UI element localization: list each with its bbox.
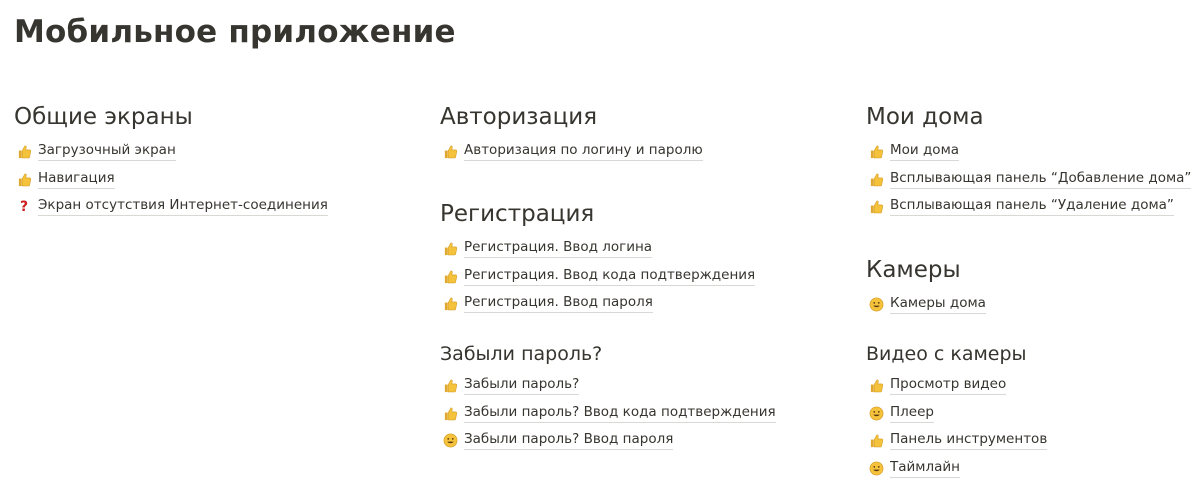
thumbs-up-icon: [868, 378, 884, 394]
page-link-label: Авторизация по логину и паролю: [464, 142, 703, 161]
thumbs-up-icon: [868, 199, 884, 215]
page-link-home-cameras[interactable]: [866, 291, 1200, 319]
smiley-icon: [868, 297, 884, 313]
page-link-forgot-password-new[interactable]: [440, 427, 840, 455]
section-heading: Видео с камеры: [866, 343, 1027, 365]
page-link-video-view[interactable]: [866, 372, 1200, 400]
section-heading: Авторизация: [440, 104, 598, 130]
page-link-delete-home-panel[interactable]: [866, 193, 1200, 221]
page-link-label: Регистрация. Ввод логина: [464, 239, 652, 258]
link-list: [440, 235, 840, 318]
thumbs-up-icon: [442, 268, 458, 284]
thumbs-up-icon: [868, 171, 884, 187]
smiley-icon: [442, 433, 458, 449]
question-mark-icon: ?: [19, 198, 29, 215]
section-heading: Регистрация: [440, 201, 595, 227]
page-link-label: Регистрация. Ввод кода подтверждения: [464, 267, 755, 286]
page-link-registration-login[interactable]: [440, 235, 840, 263]
page-link-registration-password[interactable]: [440, 290, 840, 318]
page-link-label: Таймлайн: [890, 459, 960, 478]
page-link-loading-screen[interactable]: [14, 138, 414, 166]
page-link-label: Регистрация. Ввод пароля: [464, 294, 653, 313]
link-list: [866, 291, 1200, 319]
page-link-label: Забыли пароль? Ввод пароля: [464, 431, 673, 450]
page-link-label: Плеер: [890, 404, 934, 423]
page-link-label: Забыли пароль?: [464, 376, 579, 395]
page-link-forgot-password[interactable]: [440, 372, 840, 400]
thumbs-up-icon: [868, 144, 884, 160]
page-link-login-password-auth[interactable]: [440, 138, 840, 166]
page-link-label: Камеры дома: [890, 295, 986, 314]
page-link-registration-code[interactable]: [440, 263, 840, 291]
section-my-homes: [866, 102, 1200, 221]
link-list: [440, 138, 840, 166]
section-general-screens: [14, 102, 414, 221]
page-link-timeline[interactable]: [866, 455, 1200, 483]
section-authorization: [440, 102, 840, 166]
smiley-icon: [868, 460, 884, 476]
page-link-label: Просмотр видео: [890, 376, 1006, 395]
page-link-forgot-password-code[interactable]: [440, 400, 840, 428]
section-cameras: [866, 255, 1200, 319]
page-link-label: Мои дома: [890, 142, 959, 161]
thumbs-up-icon: [16, 171, 32, 187]
page-link-label: Загрузочный экран: [38, 142, 176, 161]
page-title: Мобильное приложение: [14, 14, 456, 50]
thumbs-up-icon: [442, 296, 458, 312]
thumbs-up-icon: [868, 433, 884, 449]
section-forgot-password: [440, 341, 840, 455]
page-link-label: Навигация: [38, 170, 115, 189]
page-link-label: Всплывающая панель “Удаление дома”: [890, 197, 1174, 216]
thumbs-up-icon: [442, 378, 458, 394]
link-list: [14, 138, 414, 221]
thumbs-up-icon: [442, 241, 458, 257]
link-list: [866, 138, 1200, 221]
section-registration: [440, 199, 840, 318]
page-link-label: Экран отсутствия Интернет-соединения: [38, 197, 328, 216]
link-list: [866, 372, 1200, 482]
page-link-toolbar[interactable]: [866, 427, 1200, 455]
thumbs-up-icon: [442, 405, 458, 421]
page-link-no-internet-screen[interactable]: [14, 193, 414, 221]
section-heading: Камеры: [866, 257, 961, 283]
page-link-navigation[interactable]: [14, 166, 414, 194]
thumbs-up-icon: [16, 144, 32, 160]
section-camera-video: [866, 341, 1200, 482]
page-link-label: Забыли пароль? Ввод кода подтверждения: [464, 404, 776, 423]
section-heading: Мои дома: [866, 104, 984, 130]
page-link-label: Панель инструментов: [890, 431, 1047, 450]
section-heading: Общие экраны: [14, 104, 193, 130]
link-list: [440, 372, 840, 455]
thumbs-up-icon: [442, 144, 458, 160]
section-heading: Забыли пароль?: [440, 343, 603, 365]
page-link-add-home-panel[interactable]: [866, 166, 1200, 194]
page-link-my-homes[interactable]: [866, 138, 1200, 166]
smiley-icon: [868, 405, 884, 421]
page-link-player[interactable]: [866, 400, 1200, 428]
page-link-label: Всплывающая панель “Добавление дома”: [890, 170, 1191, 189]
